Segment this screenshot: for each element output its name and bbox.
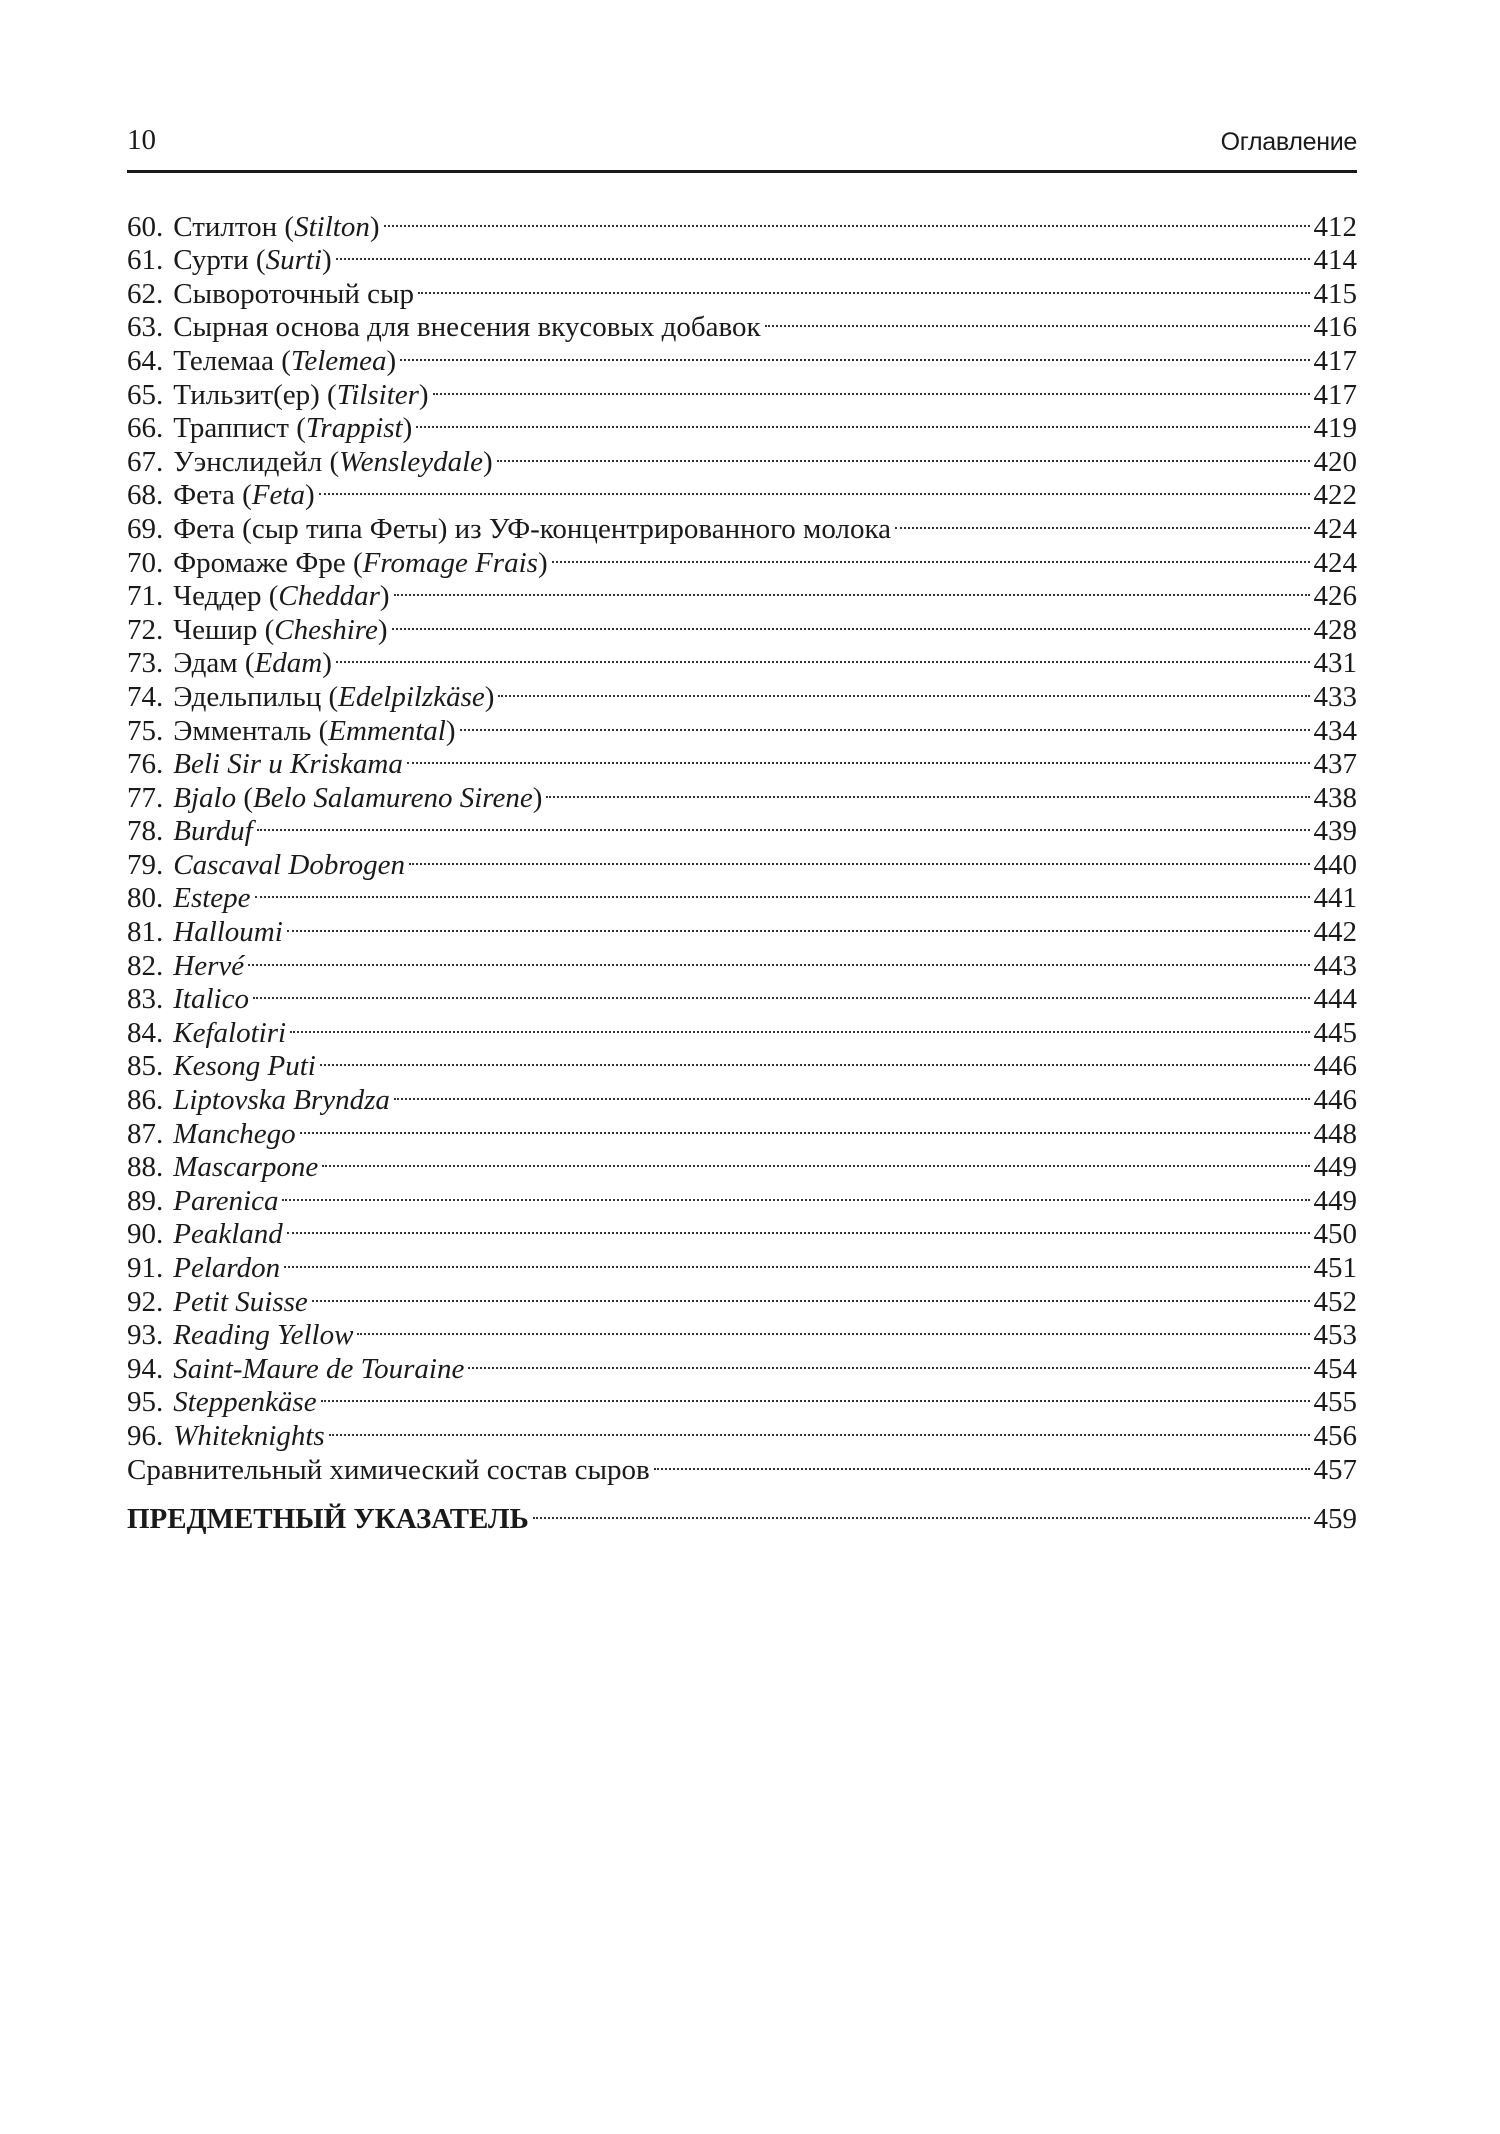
entry-page: 424	[1313, 546, 1357, 579]
toc-entry[interactable]	[127, 1243, 1357, 1284]
entry-title-tail-2: )	[532, 781, 543, 814]
entry-title	[173, 379, 428, 413]
entry-page: 442	[1313, 916, 1357, 949]
toc-entry[interactable]	[127, 941, 1357, 982]
entry-title	[173, 647, 332, 681]
toc-entry[interactable]	[127, 202, 1357, 243]
entry-title	[173, 1319, 353, 1353]
dot-leader	[248, 941, 1309, 975]
entry-title-ru: Стилтон (	[173, 210, 295, 243]
entry-page: 440	[1313, 848, 1357, 881]
entry-number: 88.	[127, 1151, 164, 1184]
dot-leader	[336, 236, 1310, 270]
toc-entry[interactable]	[127, 1176, 1357, 1217]
entry-page: 446	[1313, 1050, 1357, 1083]
entry-title-latin: Mascarpone	[173, 1151, 319, 1184]
entry-title-latin: Trappist	[305, 412, 403, 445]
toc-entry[interactable]	[127, 1210, 1357, 1251]
entry-number: 60.	[127, 210, 164, 243]
entry-title-latin: Fromage Frais	[362, 546, 538, 579]
entry-title	[127, 1454, 650, 1488]
dot-leader	[392, 605, 1310, 639]
entry-title	[173, 412, 412, 446]
running-title: Оглавление	[1220, 128, 1357, 156]
entry-title-tail: )	[369, 210, 380, 243]
entry-title-ru: Чешир (	[173, 613, 275, 646]
dot-leader	[497, 437, 1310, 471]
entry-page: 443	[1313, 949, 1357, 982]
entry-title	[173, 479, 314, 513]
dot-leader	[546, 773, 1309, 807]
dot-leader	[312, 1277, 1310, 1311]
entry-title	[173, 1218, 283, 1252]
entry-number: 94.	[127, 1352, 164, 1385]
entry-page: 416	[1313, 311, 1357, 344]
toc-entry[interactable]	[127, 1109, 1357, 1150]
dot-leader	[322, 1143, 1309, 1177]
entry-title-latin: Liptovska Bryndza	[173, 1084, 390, 1117]
dot-leader	[460, 706, 1310, 740]
entry-title-ru: Тильзит(ер) (	[173, 378, 337, 411]
toc-entry[interactable]	[127, 840, 1357, 881]
entry-title-latin: Peakland	[173, 1218, 283, 1251]
entry-number: 85.	[127, 1050, 164, 1083]
entry-page: 438	[1313, 781, 1357, 814]
dot-leader	[552, 538, 1310, 572]
dot-leader	[394, 1075, 1310, 1109]
dot-leader	[321, 1378, 1310, 1412]
entry-title-latin: Saint-Maure de Touraine	[173, 1352, 465, 1385]
entry-page: 412	[1313, 210, 1357, 243]
entry-title	[173, 278, 414, 312]
dot-leader	[400, 336, 1309, 370]
entry-title-ru: Чеддер (	[173, 580, 279, 613]
dot-leader	[533, 1495, 1310, 1529]
entry-title-latin: Bjalo	[173, 781, 237, 814]
entry-title-latin: Kesong Puti	[173, 1050, 316, 1083]
entry-number: 70.	[127, 546, 164, 579]
dot-leader	[320, 1042, 1310, 1076]
entry-title	[173, 681, 494, 715]
entry-number: 63.	[127, 311, 164, 344]
entry-number: 71.	[127, 580, 164, 613]
entry-title-latin: Estepe	[173, 882, 251, 915]
index-title: ПРЕДМЕТНЫЙ УКАЗАТЕЛЬ	[127, 1503, 529, 1536]
entry-number: 91.	[127, 1252, 164, 1284]
entry-title-ru: Уэнслидейл (	[173, 445, 340, 478]
dot-leader	[253, 975, 1310, 1009]
header-rule	[127, 170, 1357, 173]
entry-title-tail: )	[322, 647, 332, 680]
dot-leader	[765, 303, 1310, 337]
toc-entry[interactable]	[127, 1277, 1357, 1318]
entry-title-latin: Cascaval Dobrogen	[173, 848, 405, 881]
entry-title-ru: Фета (сыр типа Феты) из УФ-концентрированного молока	[173, 512, 891, 545]
dot-leader	[329, 1411, 1310, 1445]
entry-title	[173, 1185, 278, 1219]
entry-title-ru: Телемаа (	[173, 344, 291, 377]
entry-title-tail: )	[445, 714, 456, 747]
entry-title-latin: Cheddar	[278, 580, 380, 613]
entry-number: 76.	[127, 748, 164, 781]
dot-leader	[409, 840, 1310, 874]
entry-title-tail: )	[483, 445, 493, 478]
entry-title-ru: Сывороточный сыр	[173, 277, 414, 310]
entry-title-tail: )	[377, 613, 388, 646]
entry-page: 450	[1313, 1218, 1357, 1251]
entry-page: 453	[1313, 1319, 1357, 1352]
entry-page: 420	[1313, 445, 1357, 478]
toc-entry[interactable]	[127, 874, 1357, 915]
entry-title-latin: Edelpilzkäse	[338, 680, 485, 713]
entry-page: 451	[1313, 1252, 1357, 1284]
entry-page: 446	[1313, 1084, 1357, 1117]
dot-leader	[290, 1008, 1309, 1042]
entry-title	[173, 983, 249, 1017]
dot-leader	[895, 504, 1310, 538]
dot-leader	[654, 1445, 1310, 1479]
index-page: 459	[1313, 1503, 1357, 1536]
entry-title-latin: Wensleydale	[339, 445, 484, 478]
entry-number: 87.	[127, 1117, 164, 1150]
entry-title-latin: Pelardon	[173, 1252, 281, 1284]
entry-number: 78.	[127, 815, 164, 848]
entry-title-latin: Beli Sir u Kriskama	[173, 748, 403, 781]
entry-page: 415	[1313, 277, 1357, 310]
entry-title	[173, 244, 331, 278]
entry-title-latin: Halloumi	[173, 916, 283, 949]
entry-title	[173, 950, 244, 984]
entry-number: 61.	[127, 244, 164, 277]
toc-entry[interactable]	[127, 1311, 1357, 1352]
entry-number: 77.	[127, 781, 164, 814]
entry-title	[173, 815, 252, 849]
entry-title-ru: Траппист (	[173, 412, 306, 445]
entry-number: 80.	[127, 882, 164, 915]
dot-leader	[255, 874, 1310, 908]
entry-page: 445	[1313, 1016, 1357, 1049]
toc-entry[interactable]	[127, 907, 1357, 949]
entry-page: 437	[1313, 748, 1357, 781]
entry-title-tail: )	[402, 412, 413, 445]
entry-page: 424	[1313, 512, 1357, 545]
entry-title-latin: Kefalotiri	[173, 1016, 287, 1049]
entry-title-latin: Edam	[254, 647, 323, 680]
entry-number: 68.	[127, 479, 164, 512]
entry-title	[173, 1118, 295, 1152]
entry-title-latin: Reading Yellow	[173, 1319, 354, 1352]
entry-page: 449	[1313, 1184, 1357, 1217]
dot-leader	[282, 1176, 1309, 1210]
entry-title-ru: Сырная основа для внесения вкусовых добавок	[173, 311, 761, 344]
entry-title-ru: Эдельпильц (	[173, 680, 339, 713]
entry-title-latin: Petit Suisse	[173, 1285, 308, 1318]
entry-title-latin-2: Belo Salamureno Sirene	[253, 781, 533, 814]
entry-number: 62.	[127, 277, 164, 310]
page-number: 10	[127, 124, 156, 156]
entry-number: 96.	[127, 1419, 164, 1452]
entry-page: 433	[1313, 680, 1357, 713]
dot-leader	[468, 1344, 1309, 1378]
entry-title-tail: )	[386, 344, 397, 377]
dot-leader	[300, 1109, 1310, 1143]
entry-title-latin: Feta	[251, 479, 305, 512]
toc-entry-index[interactable]	[127, 1495, 1357, 1536]
entry-number: 66.	[127, 412, 164, 445]
entry-title-tail: )	[537, 546, 548, 579]
table-of-contents	[127, 202, 1357, 1536]
entry-title-ru: Эдам (	[173, 647, 255, 680]
dot-leader	[357, 1311, 1309, 1345]
entry-title-tail: )	[418, 378, 429, 411]
entry-title	[173, 1252, 280, 1286]
entry-title-latin: Whiteknights	[173, 1419, 325, 1452]
dot-leader	[319, 471, 1310, 505]
dot-leader	[433, 370, 1310, 404]
entry-number: 81.	[127, 916, 164, 949]
entry-page: 441	[1313, 882, 1357, 915]
entry-page: 417	[1313, 344, 1357, 377]
entry-title-tail: (	[236, 781, 254, 814]
entry-page: 428	[1313, 613, 1357, 646]
entry-title	[173, 1050, 316, 1084]
entry-page: 417	[1313, 378, 1357, 411]
entry-number: 95.	[127, 1386, 164, 1419]
entry-page: 449	[1313, 1151, 1357, 1184]
dot-leader	[418, 269, 1310, 303]
entry-title-ru: Сравнительный химический состав сыров	[127, 1453, 650, 1486]
entry-title-tail: )	[379, 580, 390, 613]
entry-page: 454	[1313, 1352, 1357, 1385]
entry-page: 422	[1313, 479, 1357, 512]
entry-title-latin: Surti	[265, 244, 322, 277]
dot-leader	[257, 807, 1310, 841]
dot-leader	[416, 404, 1309, 438]
entry-title-ru: Фета (	[173, 479, 252, 512]
entry-title	[173, 1017, 286, 1051]
entry-title-latin: Italico	[173, 983, 249, 1016]
entry-number: 64.	[127, 344, 164, 377]
toc-entry[interactable]	[127, 975, 1357, 1016]
entry-page: 434	[1313, 714, 1357, 747]
entry-number: 83.	[127, 983, 164, 1016]
entry-page: 444	[1313, 983, 1357, 1016]
dot-leader	[287, 1210, 1310, 1244]
entry-page: 452	[1313, 1285, 1357, 1318]
entry-page: 439	[1313, 815, 1357, 848]
entry-title-latin: Cheshire	[274, 613, 378, 646]
entry-title-latin: Tilsiter	[336, 378, 419, 411]
entry-number: 75.	[127, 714, 164, 747]
entry-title-latin: Manchego	[173, 1117, 296, 1150]
entry-number: 65.	[127, 378, 164, 411]
entry-title-ru: Фромаже Фре (	[173, 546, 363, 579]
entry-number: 86.	[127, 1084, 164, 1117]
dot-leader	[394, 572, 1310, 606]
entry-number: 67.	[127, 445, 164, 478]
entry-number: 93.	[127, 1319, 164, 1352]
dot-leader	[336, 639, 1310, 673]
dot-leader	[407, 740, 1310, 774]
entry-page: 455	[1313, 1386, 1357, 1419]
entry-title-latin: Steppenkäse	[173, 1386, 317, 1419]
entry-title-tail: )	[484, 680, 495, 713]
dot-leader	[498, 672, 1309, 706]
entry-title-latin: Burduf	[173, 815, 253, 848]
entry-title	[173, 882, 250, 916]
entry-number: 74.	[127, 680, 164, 713]
entry-title	[173, 345, 396, 379]
entry-number: 69.	[127, 512, 164, 545]
entry-number: 73.	[127, 647, 164, 680]
entry-title-latin: Emmental	[328, 714, 446, 747]
entry-title-ru: Эмменталь (	[173, 714, 329, 747]
entry-number: 92.	[127, 1285, 164, 1318]
entry-title-latin: Telemea	[290, 344, 387, 377]
toc-entry[interactable]	[127, 1042, 1357, 1083]
entry-title-tail: )	[305, 479, 315, 512]
entry-title-latin: Hervé	[173, 949, 245, 982]
entry-page: 419	[1313, 412, 1357, 445]
entry-number: 90.	[127, 1218, 164, 1251]
dot-leader	[384, 202, 1310, 236]
entry-title-ru: Сурти (	[173, 244, 266, 277]
entry-number: 84.	[127, 1016, 164, 1049]
entry-page: 431	[1313, 647, 1357, 680]
entry-page: 414	[1313, 244, 1357, 277]
entry-number: 79.	[127, 848, 164, 881]
entry-title	[173, 1420, 324, 1454]
toc-entry[interactable]	[127, 807, 1357, 848]
entry-page: 448	[1313, 1117, 1357, 1150]
dot-leader	[284, 1243, 1309, 1277]
dot-leader	[287, 907, 1310, 941]
entry-title	[173, 748, 403, 782]
entry-title-latin: Stilton	[294, 210, 370, 243]
toc-entry[interactable]	[127, 1143, 1357, 1184]
entry-number: 72.	[127, 613, 164, 646]
page-header	[127, 124, 1357, 170]
entry-page: 426	[1313, 580, 1357, 613]
entry-title	[173, 580, 389, 614]
entry-page: 457	[1313, 1453, 1357, 1486]
entry-title-latin: Parenica	[173, 1184, 279, 1217]
entry-number: 82.	[127, 949, 164, 982]
entry-title	[173, 1386, 316, 1420]
entry-title-tail: )	[322, 244, 332, 277]
entry-title	[173, 1286, 308, 1320]
toc-entry[interactable]	[127, 1008, 1357, 1049]
entry-number: 89.	[127, 1184, 164, 1217]
entry-page: 456	[1313, 1419, 1357, 1452]
